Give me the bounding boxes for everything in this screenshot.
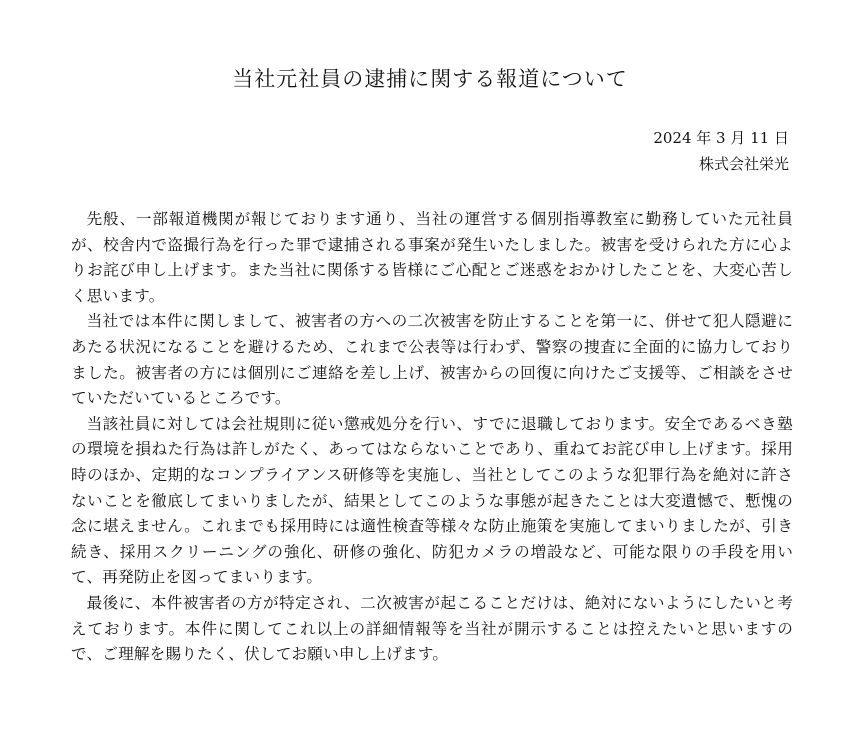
paragraph-4: 最後に、本件被害者の方が特定され、二次被害が起こることだけは、絶対にないようにしたいと考えております。本件に関してこれ以上の詳細情報等を当社が開示することは控えたいと思いますので、ご理解を賜りたく、伏してお願い申し上げます。 bbox=[71, 593, 793, 664]
document-title: 当社元社員の逮捕に関する報道について bbox=[232, 67, 628, 91]
company-name: 株式会社栄光 bbox=[698, 155, 789, 173]
paragraph-1: 先般、一部報道機関が報じております通り、当社の運営する個別指導教室に勤務していた元社員が、校舎内で盗撮行為を行った罪で逮捕される事案が発生いたしました。被害を受けられた方に心よりお詫び申し上げます。また当社に関係する皆様にご心配とご迷惑をおかけしたことを、大変心苦しく思います。 bbox=[71, 210, 793, 305]
document-meta bbox=[653, 125, 789, 177]
document-body bbox=[71, 207, 793, 668]
paragraph-3: 当該社員に対しては会社規則に従い懲戒処分を行い、すでに退職しております。安全であるべき塾の環境を損ねた行為は許しがたく、あってはならないことであり、重ねてお詫び申し上げます。採用時のほか、定期的なコンプライアンス研修等を実施し、当社としてこのような犯罪行為を絶対に許さないことを徹底してまいりましたが、結果としてこのような事態が起きたことは大変遺憾で、慙愧の念に堪えません。これまでも採用時には適性検査等様々な防止施策を実施してまいりましたが、引き続き、採用スクリーニングの強化、研修の強化、防犯カメラの増設など、可能な限りの手段を用いて、再発防止を図ってまいります。 bbox=[71, 414, 793, 587]
document-date: 2024 年 3 月 11 日 bbox=[653, 129, 789, 147]
paragraph-2: 当社では本件に関しまして、被害者の方への二次被害を防止することを第一に、併せて犯人隠避にあたる状況になることを避けるため、これまで公表等は行わず、警察の捜査に全面的に協力しておりました。被害者の方には個別にご連絡を差し上げ、被害からの回復に向けたご支援等、ご相談をさせていただいているところです。 bbox=[71, 312, 793, 408]
